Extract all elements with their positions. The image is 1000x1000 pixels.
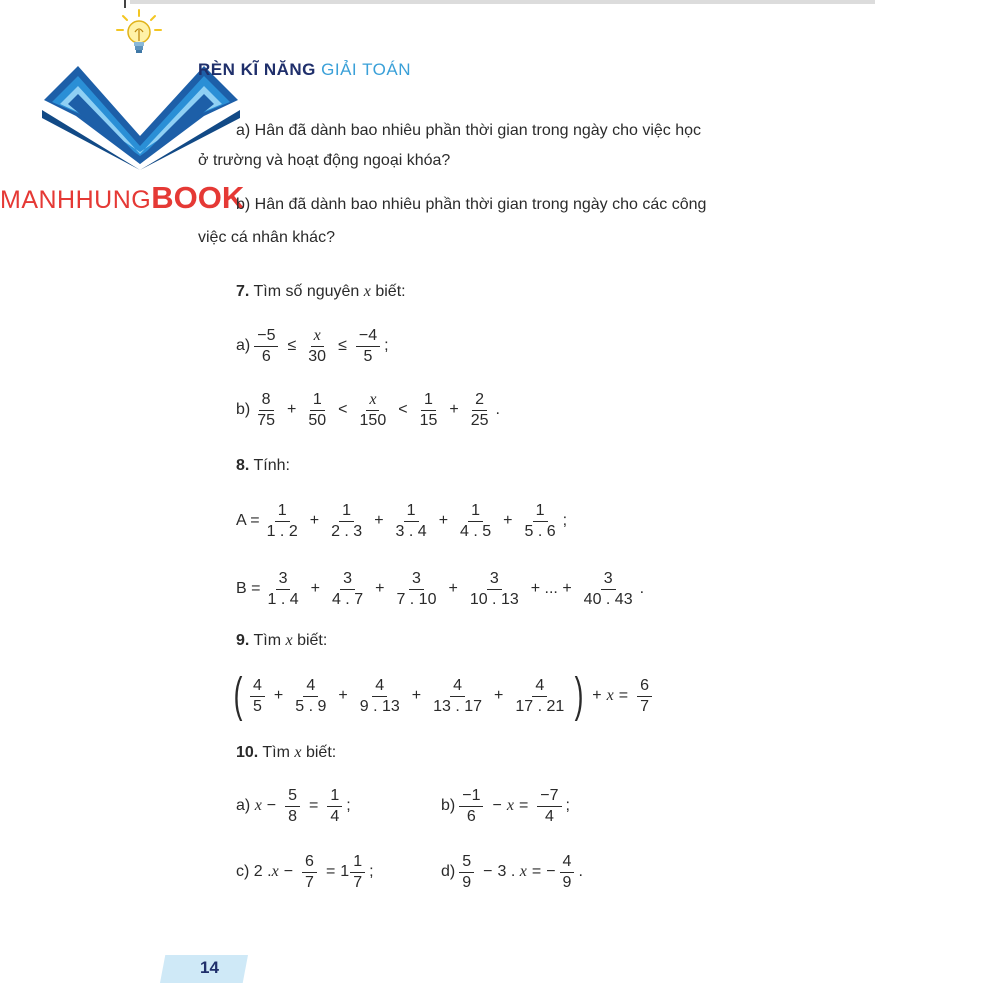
fraction: $\frac{1}{3 . 4}$ xyxy=(395,501,427,540)
variable: x xyxy=(285,632,293,649)
fraction: $\frac{6}{7}$ xyxy=(637,677,652,716)
intro-a-line1: a) Hân đã dành bao nhiêu phần thời gian trong ngày cho việc học xyxy=(236,122,702,139)
exercise-10b: b) $\frac{-1}{6}$ − x = $\frac{-7}{4}$ ; xyxy=(441,786,570,825)
variable: x xyxy=(606,687,614,704)
fraction: $\frac{3}{40 . 43}$ xyxy=(583,569,633,608)
exercise-number: 9. xyxy=(236,632,250,649)
fraction: $\frac{1}{5 . 6}$ xyxy=(524,501,556,540)
fraction: $\frac{x}{150}$ xyxy=(359,390,387,429)
variable: x xyxy=(506,797,514,814)
exercise-7-title xyxy=(236,283,406,301)
variable: x xyxy=(363,283,371,300)
fraction: $\frac{3}{10 . 13}$ xyxy=(469,569,519,608)
exercise-10-title xyxy=(236,744,336,762)
item-label: d) xyxy=(441,863,456,880)
exercise-text: Tìm xyxy=(253,632,282,649)
page-number: 14 xyxy=(200,958,219,977)
fraction: $\frac{4}{5 . 9}$ xyxy=(295,676,327,715)
variable: x xyxy=(294,744,302,761)
top-rule xyxy=(130,0,875,4)
exercise-text: Tìm xyxy=(262,744,290,761)
fraction: $\frac{1}{4 . 5}$ xyxy=(460,501,492,540)
fraction: $\frac{6}{7}$ xyxy=(302,853,317,892)
item-label: a) xyxy=(236,797,251,814)
variable: x xyxy=(271,863,279,880)
variable: x xyxy=(519,863,527,880)
exercise-text: Tính: xyxy=(253,457,290,474)
brand-wordmark xyxy=(0,180,244,216)
exercise-7b: b) $\frac{8}{75}$ + $\frac{1}{50}$ < $\frac{x}{150}$ < $\frac{1}{15}$ + $\frac{2}{25}$ . xyxy=(236,390,500,429)
fraction: $\frac{3}{7 . 10}$ xyxy=(396,569,437,608)
fraction: $\frac{-5}{6}$ xyxy=(254,327,278,366)
intro-b-line1: b) Hân đã dành bao nhiêu phần thời gian trong ngày cho các công xyxy=(236,196,707,213)
fraction: $\frac{1}{4}$ xyxy=(327,787,342,826)
exercise-number: 8. xyxy=(236,457,250,474)
exercise-text: Tìm số nguyên xyxy=(253,283,360,300)
exercise-number: 10. xyxy=(236,744,259,761)
fraction: $\frac{4}{17 . 21}$ xyxy=(515,676,565,715)
fraction: $\frac{x}{30}$ xyxy=(308,326,327,365)
fraction: $\frac{8}{75}$ xyxy=(257,390,276,429)
fraction: $\frac{5}{8}$ xyxy=(285,787,300,826)
heading-bold: RÈN KĨ NĂNG xyxy=(198,60,316,79)
exercise-7a: a) $\frac{-5}{6}$ ≤ $\frac{x}{30}$ ≤ $\frac{-4}{5}$ ; xyxy=(236,326,389,365)
exercise-text: biết: xyxy=(375,283,406,300)
exercise-text: biết: xyxy=(297,632,328,649)
close-paren: ) xyxy=(574,669,584,722)
intro-a-line2: ở trường và hoạt động ngoại khóa? xyxy=(198,152,451,169)
fraction: $\frac{2}{25}$ xyxy=(470,390,489,429)
exercise-number: 7. xyxy=(236,283,250,300)
open-paren: ( xyxy=(233,669,243,722)
exercise-8b: B = $\frac{3}{1 . 4}$ + $\frac{3}{4 . 7}$ + $\frac{3}{7 . 10}$ + $\frac{3}{10 . 13}$ + ... + $\frac{3}{40 . 43}$ . xyxy=(236,569,645,608)
fraction: $\frac{1}{7}$ xyxy=(350,853,365,892)
item-label: c) xyxy=(236,863,250,880)
exercise-9-title xyxy=(236,632,327,650)
fraction: $\frac{-1}{6}$ xyxy=(459,787,483,826)
heading-light: GIẢI TOÁN xyxy=(321,60,411,79)
fraction: $\frac{5}{9}$ xyxy=(459,853,474,892)
fraction: $\frac{3}{1 . 4}$ xyxy=(267,569,299,608)
fraction: $\frac{4}{9}$ xyxy=(560,853,575,892)
fraction: $\frac{4}{13 . 17}$ xyxy=(433,676,483,715)
brand-part1: MANHHUNG xyxy=(0,186,152,214)
fraction: $\frac{4}{5}$ xyxy=(250,677,265,716)
fraction: $\frac{1}{15}$ xyxy=(419,390,438,429)
intro-b-line2: việc cá nhân khác? xyxy=(198,229,335,246)
variable: x xyxy=(254,797,262,814)
fraction: $\frac{1}{1 . 2}$ xyxy=(266,501,298,540)
brand-part2: BOOK xyxy=(151,180,245,215)
exercise-8a: A = $\frac{1}{1 . 2}$ + $\frac{1}{2 . 3}$ + $\frac{1}{3 . 4}$ + $\frac{1}{4 . 5}$ + $\frac{1}{5 . 6}$ ; xyxy=(236,501,568,540)
fraction: $\frac{1}{50}$ xyxy=(308,390,327,429)
item-label: b) xyxy=(236,401,251,418)
item-label: b) xyxy=(441,797,456,814)
item-label: a) xyxy=(236,337,251,354)
exercise-text: biết: xyxy=(305,744,337,761)
exercise-10d: d) $\frac{5}{9}$ − 3 . x = − $\frac{4}{9}$ . xyxy=(441,852,583,891)
fraction: $\frac{1}{2 . 3}$ xyxy=(331,501,363,540)
expression-lhs: B = xyxy=(236,580,261,597)
fraction: $\frac{3}{4 . 7}$ xyxy=(331,569,364,608)
exercise-9-equation: ( $\frac{4}{5}$ + $\frac{4}{5 . 9}$ + $\frac{4}{9 . 13}$ + $\frac{4}{13 . 17}$ + $\frac{4}{17 . 21}$ ) + x = $\frac{6}{7}$ xyxy=(230,670,656,722)
fraction: $\frac{4}{9 . 13}$ xyxy=(359,676,400,715)
exercise-10c: c) 2 . x − $\frac{6}{7}$ = 1 $\frac{1}{7}$ ; xyxy=(236,852,374,891)
section-heading xyxy=(198,60,411,80)
exercise-8-title xyxy=(236,457,290,475)
top-rule-marker xyxy=(124,0,126,8)
expression-lhs: A = xyxy=(236,512,260,529)
exercise-10a: a) x − $\frac{5}{8}$ = $\frac{1}{4}$ ; xyxy=(236,786,351,825)
fraction: $\frac{-4}{5}$ xyxy=(356,327,380,366)
fraction: $\frac{-7}{4}$ xyxy=(537,787,561,826)
